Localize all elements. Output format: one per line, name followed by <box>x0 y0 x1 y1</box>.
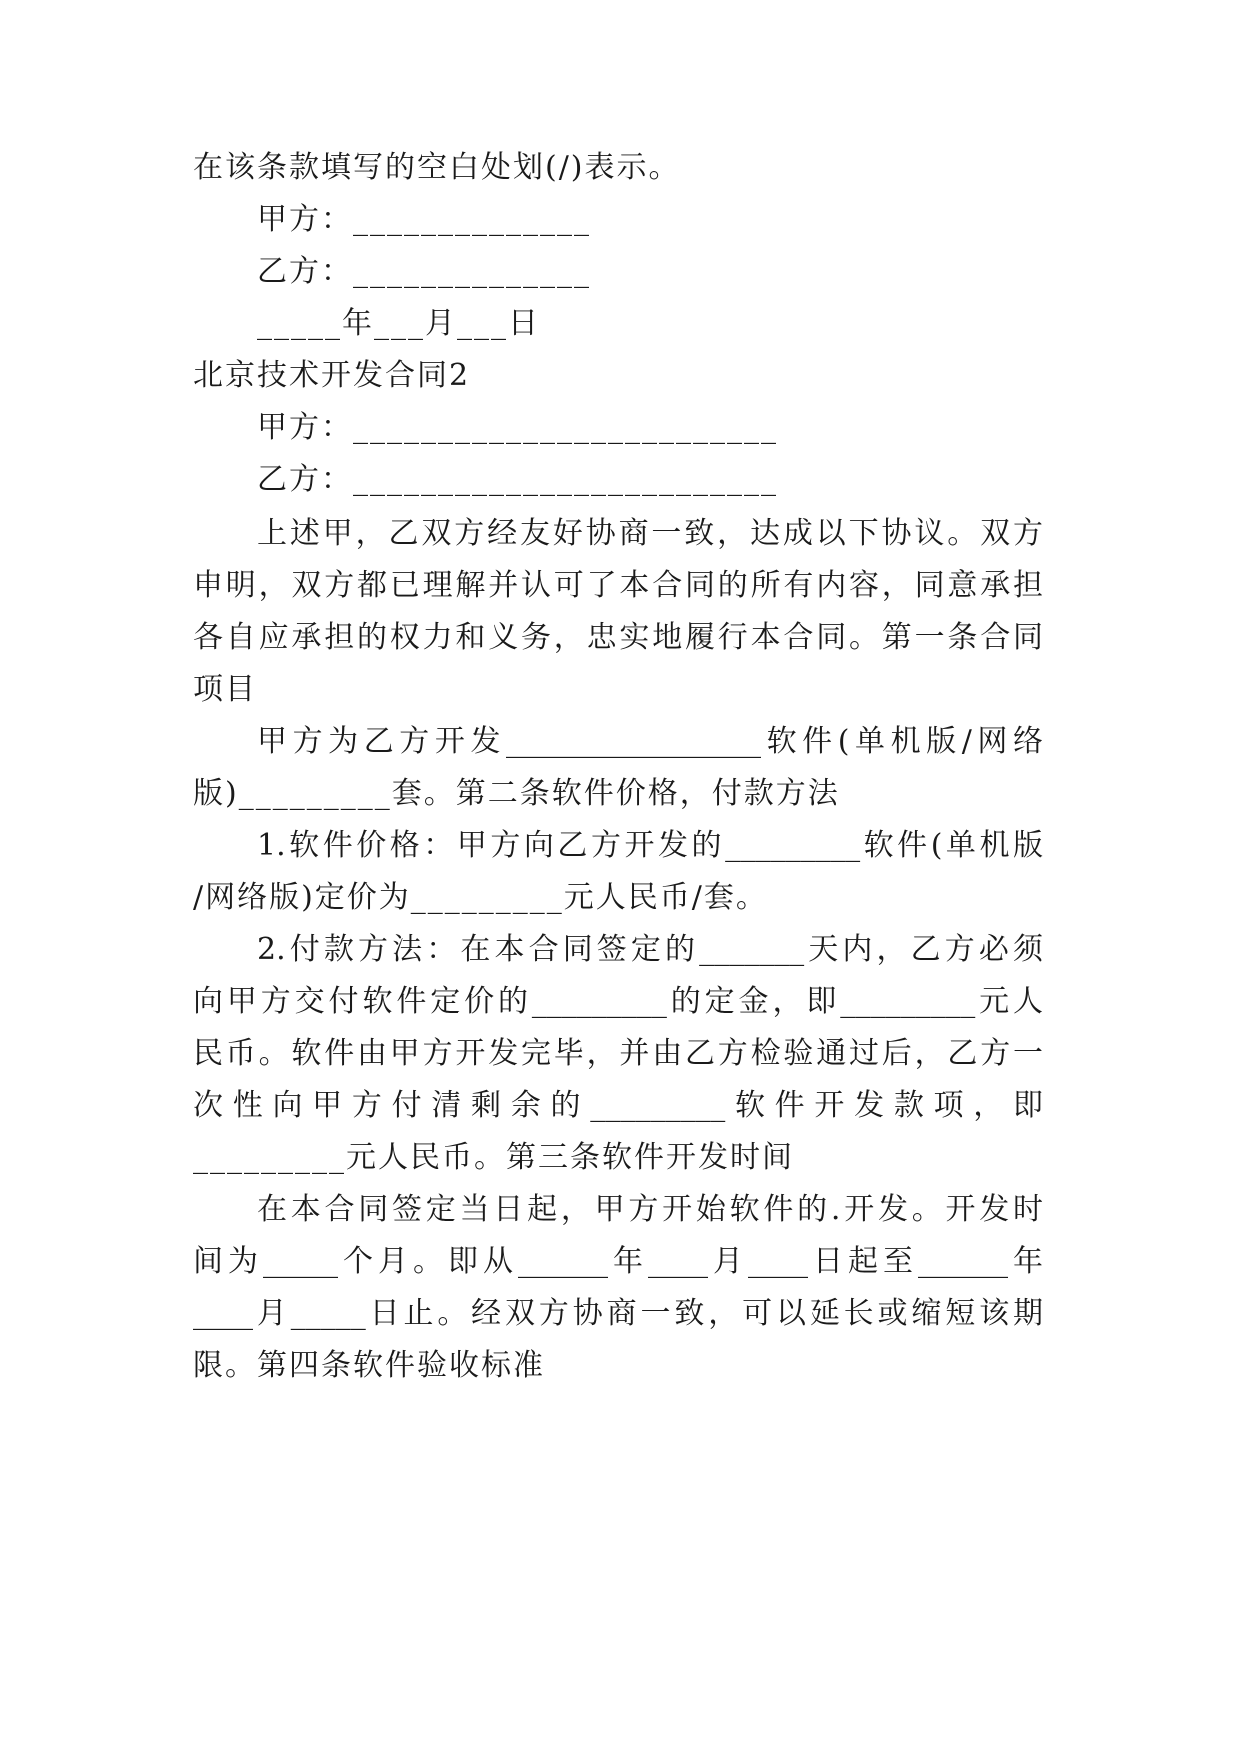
paragraph-line: 项目 <box>193 672 257 707</box>
paragraph-line: 向甲方交付软件定价的_________的定金，即_________元人 <box>193 984 1043 1019</box>
paragraph-line: /网络版)定价为_________元人民币/套。 <box>193 880 768 915</box>
clause-note: 在该条款填写的空白处划(/)表示。 <box>193 150 681 185</box>
contract-title: 北京技术开发合同2 <box>193 358 471 393</box>
paragraph-line: 限。第四条软件验收标准 <box>193 1348 545 1383</box>
paragraph-line: _________元人民币。第三条软件开发时间 <box>193 1140 794 1175</box>
paragraph-line: 1.软件价格：甲方向乙方开发的_________软件(单机版 <box>257 828 1043 863</box>
party-b-signature-line: 乙方：______________ <box>257 254 591 289</box>
paragraph-line: 上述甲，乙双方经友好协商一致，达成以下协议。双方 <box>257 516 1043 551</box>
paragraph-line: 各自应承担的权力和义务，忠实地履行本合同。第一条合同 <box>193 620 1043 655</box>
paragraph-line: 申明，双方都已理解并认可了本合同的所有内容，同意承担 <box>193 568 1043 603</box>
party-a-line: 甲方：_________________________ <box>257 410 778 445</box>
paragraph-line: 民币。软件由甲方开发完毕，并由乙方检验通过后，乙方一 <box>193 1036 1043 1071</box>
paragraph-line: 2.付款方法：在本合同签定的_______天内，乙方必须 <box>257 932 1043 967</box>
paragraph-line: 甲方为乙方开发_________________软件(单机版/网络 <box>257 724 1043 759</box>
paragraph-line: 在本合同签定当日起，甲方开始软件的.开发。开发时 <box>257 1192 1043 1227</box>
paragraph-line: 次性向甲方付清剩余的_________软件开发款项，即 <box>193 1088 1043 1123</box>
paragraph-line: ____月_____日止。经双方协商一致，可以延长或缩短该期 <box>193 1296 1043 1331</box>
paragraph-line: 间为_____个月。即从______年____月____日起至______年 <box>193 1244 1043 1279</box>
date-line: _____年___月___日 <box>257 306 540 341</box>
party-b-line: 乙方：_________________________ <box>257 462 778 497</box>
paragraph-line: 版)_________套。第二条软件价格，付款方法 <box>193 776 840 811</box>
party-a-signature-line: 甲方：______________ <box>257 202 591 237</box>
